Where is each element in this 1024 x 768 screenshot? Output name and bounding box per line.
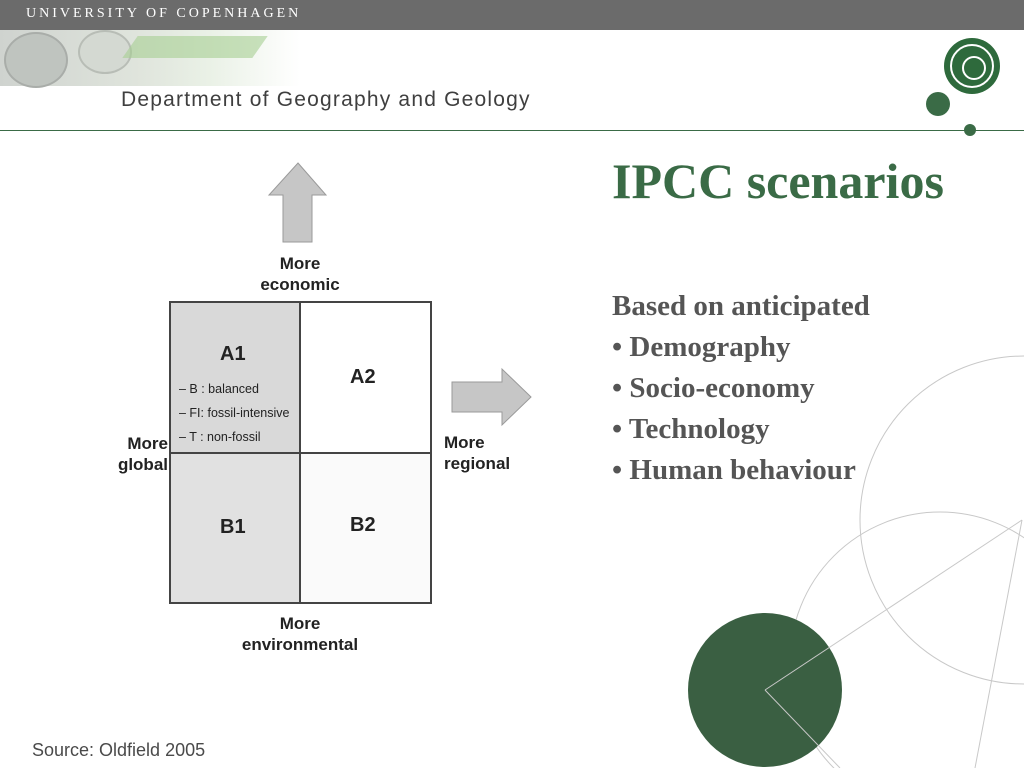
list-intro: Based on anticipated xyxy=(612,290,870,322)
quadrant-b1 xyxy=(171,454,301,602)
a1-subtype-item: – B : balanced xyxy=(179,382,259,396)
quadrant-a1-label: A1 xyxy=(220,343,246,365)
quadrant-a2-label: A2 xyxy=(350,366,376,388)
a1-subtype-item: – FI: fossil-intensive xyxy=(179,406,290,420)
source-citation: Source: Oldfield 2005 xyxy=(32,740,206,760)
list-item: • Socio-economy xyxy=(612,372,815,404)
department-name: Department of Geography and Geology xyxy=(121,88,531,111)
deco-line-3 xyxy=(975,520,1022,768)
axis-label-left: More global xyxy=(117,434,168,474)
scenario-quadrant-diagram xyxy=(90,150,550,670)
right-arrow-icon xyxy=(452,369,531,425)
quadrant-b1-label: B1 xyxy=(220,516,246,538)
quadrant-b2-label: B2 xyxy=(350,514,376,536)
quadrant-a2 xyxy=(301,303,430,454)
axis-label-bottom: More environmental xyxy=(241,614,359,654)
list-item: • Human behaviour xyxy=(612,454,856,486)
quadrant-b2 xyxy=(301,454,430,602)
deco-circle-large xyxy=(860,356,1024,684)
university-name: UNIVERSITY OF COPENHAGEN xyxy=(26,6,302,21)
list-item: • Demography xyxy=(612,331,791,363)
quadrant-a1 xyxy=(171,303,301,454)
deco-line-1 xyxy=(765,520,1022,690)
slide-title: IPCC scenarios xyxy=(612,153,944,209)
scenario-basis-list xyxy=(612,286,870,491)
axis-label-top: More economic xyxy=(260,254,340,294)
axis-label-right: More regional xyxy=(444,433,511,473)
list-item: • Technology xyxy=(612,413,770,445)
a1-subtype-item: – T : non-fossil xyxy=(179,430,261,444)
quadrant-grid xyxy=(169,301,432,604)
up-arrow-icon xyxy=(269,163,326,242)
